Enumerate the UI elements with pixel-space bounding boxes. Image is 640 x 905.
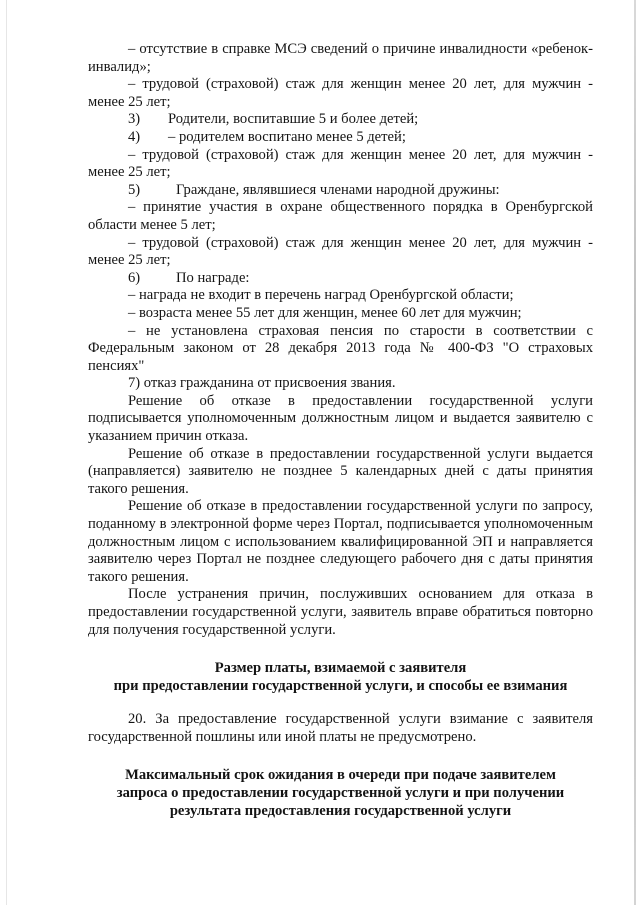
list-number: 5) [128, 181, 141, 198]
paragraph-refusal-deadline: Решение об отказе в предоставлении государственной услуги выдается (направляется) заявителю не позднее 5 календарных дней с даты принятия такого решения. [88, 445, 593, 497]
paragraph-refusal-title: 7) отказ гражданина от присвоения звания. [128, 375, 396, 392]
list-text: – родителем воспитано менее 5 детей; [168, 128, 406, 145]
paragraph-work-experience-2: – трудовой (страховой) стаж для женщин менее 20 лет, для мужчин - менее 25 лет; [88, 146, 593, 181]
heading-line: запроса о предоставлении государственной услуги и при получении [116, 785, 565, 802]
scan-edge-line [6, 0, 7, 905]
paragraph-20: 20. За предоставление государственной услуги взимание с заявителя государственной пошлины или иной платы не предусмотрено. [88, 711, 593, 745]
scan-edge-shadow [634, 0, 636, 905]
document-body [88, 41, 593, 820]
list-number: 3) [128, 111, 141, 128]
paragraph-pension: – не установлена страховая пенсия по старости в соответствии с Федеральным законом от 28 декабря 2013 года № 400-ФЗ "О страховых пенсиях" [88, 322, 593, 374]
heading-line: Максимальный срок ожидания в очереди при подаче заявителем [125, 767, 556, 784]
list-number: 6) [128, 269, 141, 286]
list-text: Граждане, являвшиеся членами народной дружины: [176, 181, 500, 198]
paragraph-reapply: После устранения причин, послуживших основанием для отказа в предоставлении государственной услуги, заявитель вправе обратиться повторно для получения государственной услуги. [88, 586, 593, 638]
paragraph-work-experience-3: – трудовой (страховой) стаж для женщин менее 20 лет, для мужчин - менее 25 лет; [88, 234, 593, 269]
paragraph-no-mse-info: – отсутствие в справке МСЭ сведений о причине инвалидности «ребенок-инвалид»; [88, 41, 593, 75]
paragraph-refusal-signed: Решение об отказе в предоставлении государственной услуги подписывается уполномоченным должностным лицом и выдается заявителю с указанием причин отказа. [88, 392, 593, 445]
list-number: 4) [128, 128, 141, 145]
list-item-5 [88, 182, 593, 200]
heading-line: при предоставлении государственной услуги, и способы ее взимания [113, 678, 568, 695]
list-item-3 [88, 111, 593, 129]
paragraph-work-experience-1: – трудовой (страховой) стаж для женщин менее 20 лет, для мужчин - менее 25 лет; [88, 76, 593, 110]
paragraph-award: – награда не входит в перечень наград Оренбургской области; [128, 287, 514, 304]
section-heading-queue-time [88, 766, 593, 820]
paragraph-refusal-electronic: Решение об отказе в предоставлении государственной услуги по запросу, поданному в электронной форме через Портал, подписывается уполномоченным должностным лицом с использованием квалифицированной ЭП и направляется заявителю через Портал не позднее следующего рабочего дня с даты принятия такого решения. [88, 498, 593, 585]
paragraph-public-order: – принятие участия в охране общественного порядка в Оренбургской области менее 5 лет; [88, 199, 593, 233]
list-item-4 [88, 129, 593, 147]
heading-line: результата предоставления государственной услуги [169, 803, 512, 820]
list-text: Родители, воспитавшие 5 и более детей; [168, 111, 419, 128]
heading-line: Размер платы, взимаемой с заявителя [214, 660, 467, 677]
list-item-6 [88, 270, 593, 288]
section-heading-fee [88, 659, 593, 695]
paragraph-age: – возраста менее 55 лет для женщин, менее 60 лет для мужчин; [128, 304, 522, 321]
list-text: По награде: [176, 269, 250, 286]
